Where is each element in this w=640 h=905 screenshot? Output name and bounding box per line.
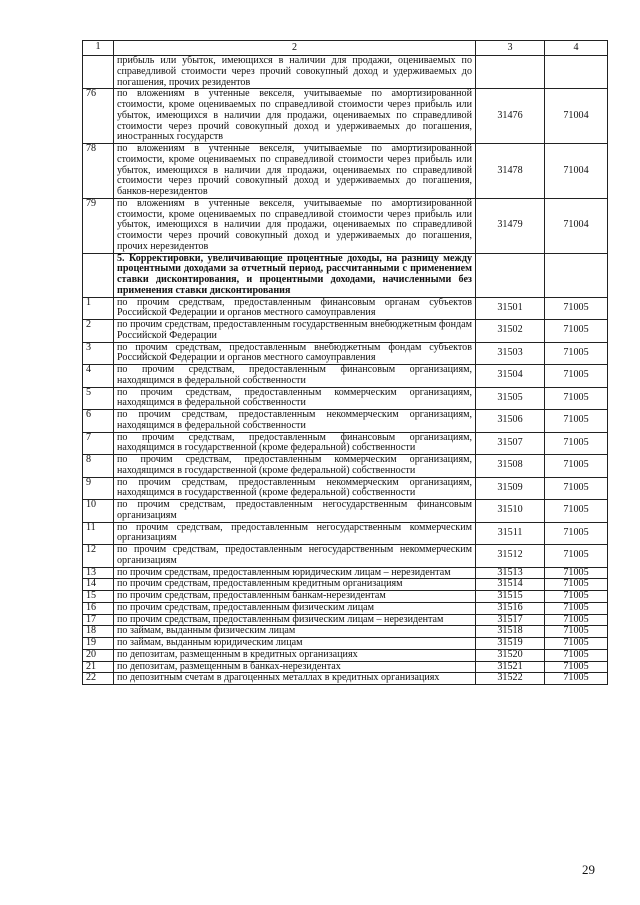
row-account: 31476 (476, 89, 545, 144)
table-row (83, 432, 608, 455)
row-description: по вложениям в учтенные векселя, учитываемые по амортизированной стоимости, кроме оцениваемых по справедливой стоимости через прибыль или убыток, имеющихся в наличии для продажи, оцениваемых по справедливой стоимости через прочий совокупный доход и удерживаемых до погашения, банков-нерезидентов (114, 144, 476, 199)
row-code: 71005 (545, 661, 608, 673)
row-account: 31507 (476, 432, 545, 455)
row-account: 31509 (476, 477, 545, 500)
row-account: 31518 (476, 626, 545, 638)
row-description: по прочим средствам, предоставленным финансовым органам субъектов Российской Федерации и органов местного самоуправления (114, 297, 476, 320)
row-description: по прочим средствам, предоставленным юридическим лицам – нерезидентам (114, 567, 476, 579)
table-row (83, 638, 608, 650)
row-number: 14 (83, 579, 114, 591)
table-row (83, 365, 608, 388)
table-row (83, 614, 608, 626)
table-row (83, 144, 608, 199)
row-description: по прочим средствам, предоставленным внебюджетным фондам субъектов Российской Федерации и органов местного самоуправления (114, 342, 476, 365)
row-description: по прочим средствам, предоставленным коммерческим организациям, находящимся в государственной (кроме федеральной) собственности (114, 455, 476, 478)
row-number: 4 (83, 365, 114, 388)
row-code: 71005 (545, 500, 608, 523)
row-account: 31501 (476, 297, 545, 320)
row-number: 11 (83, 522, 114, 545)
row-description: по прочим средствам, предоставленным банкам-нерезидентам (114, 591, 476, 603)
row-description: по займам, выданным юридическим лицам (114, 638, 476, 650)
row-code: 71005 (545, 320, 608, 343)
row-description: по депозитам, размещенным в банках-нерезидентах (114, 661, 476, 673)
row-number: 3 (83, 342, 114, 365)
row-number: 19 (83, 638, 114, 650)
row-description: по прочим средствам, предоставленным финансовым организациям, находящимся в федеральной собственности (114, 365, 476, 388)
row-account (476, 253, 545, 297)
document-page (82, 40, 608, 685)
header-col-2: 2 (114, 41, 476, 56)
table-row (83, 602, 608, 614)
table-row (83, 626, 608, 638)
row-code: 71005 (545, 649, 608, 661)
row-account: 31511 (476, 522, 545, 545)
row-number (83, 56, 114, 89)
row-number: 2 (83, 320, 114, 343)
row-account: 31510 (476, 500, 545, 523)
row-code: 71005 (545, 602, 608, 614)
row-number (83, 253, 114, 297)
row-description: по депозитам, размещенным в кредитных организациях (114, 649, 476, 661)
table-row (83, 661, 608, 673)
table-row (83, 591, 608, 603)
row-description: по прочим средствам, предоставленным негосударственным коммерческим организациям (114, 522, 476, 545)
row-code: 71005 (545, 342, 608, 365)
row-account: 31516 (476, 602, 545, 614)
row-account: 31512 (476, 545, 545, 568)
row-number: 9 (83, 477, 114, 500)
row-number: 12 (83, 545, 114, 568)
table-row (83, 522, 608, 545)
row-code: 71005 (545, 410, 608, 433)
row-account: 31506 (476, 410, 545, 433)
row-description: по вложениям в учтенные векселя, учитываемые по амортизированной стоимости, кроме оцениваемых по справедливой стоимости через прибыль или убыток, имеющихся в наличии для продажи, оцениваемых по справедливой стоимости через прочий совокупный доход и удерживаемых до погашения, прочих нерезидентов (114, 198, 476, 253)
row-account: 31522 (476, 673, 545, 685)
row-account: 31505 (476, 387, 545, 410)
row-code: 71005 (545, 579, 608, 591)
row-number: 22 (83, 673, 114, 685)
row-description: по прочим средствам, предоставленным негосударственным некоммерческим организациям (114, 545, 476, 568)
row-number: 1 (83, 297, 114, 320)
row-number: 6 (83, 410, 114, 433)
row-number: 15 (83, 591, 114, 603)
row-code: 71005 (545, 387, 608, 410)
row-number: 79 (83, 198, 114, 253)
row-code: 71004 (545, 144, 608, 199)
row-account: 31513 (476, 567, 545, 579)
header-col-4: 4 (545, 41, 608, 56)
row-code: 71005 (545, 545, 608, 568)
row-description: по прочим средствам, предоставленным негосударственным финансовым организациям (114, 500, 476, 523)
table-row (83, 253, 608, 297)
row-number: 13 (83, 567, 114, 579)
table-row (83, 500, 608, 523)
row-code: 71004 (545, 198, 608, 253)
row-number: 7 (83, 432, 114, 455)
page-number: 29 (582, 862, 595, 877)
row-code: 71005 (545, 614, 608, 626)
row-number: 21 (83, 661, 114, 673)
table-row (83, 297, 608, 320)
table-row (83, 387, 608, 410)
table-header-row (83, 41, 608, 56)
row-account: 31478 (476, 144, 545, 199)
table-row (83, 673, 608, 685)
row-account: 31520 (476, 649, 545, 661)
table-row (83, 342, 608, 365)
row-description: по прочим средствам, предоставленным некоммерческим организациям, находящимся в федеральной собственности (114, 410, 476, 433)
row-code: 71004 (545, 89, 608, 144)
row-account: 31508 (476, 455, 545, 478)
row-code: 71005 (545, 638, 608, 650)
table-row (83, 56, 608, 89)
row-number: 78 (83, 144, 114, 199)
accounts-table (82, 40, 608, 685)
table-row (83, 320, 608, 343)
row-account: 31479 (476, 198, 545, 253)
row-description: по прочим средствам, предоставленным коммерческим организациям, находящимся в федеральной собственности (114, 387, 476, 410)
table-row (83, 567, 608, 579)
row-description: по прочим средствам, предоставленным некоммерческим организациям, находящимся в государственной (кроме федеральной) собственности (114, 477, 476, 500)
row-number: 5 (83, 387, 114, 410)
row-description: по прочим средствам, предоставленным государственным внебюджетным фондам Российской Федерации (114, 320, 476, 343)
row-account (476, 56, 545, 89)
header-col-3: 3 (476, 41, 545, 56)
row-account: 31514 (476, 579, 545, 591)
row-number: 17 (83, 614, 114, 626)
row-account: 31517 (476, 614, 545, 626)
row-code: 71005 (545, 297, 608, 320)
table-row (83, 545, 608, 568)
row-account: 31521 (476, 661, 545, 673)
row-code (545, 56, 608, 89)
row-account: 31504 (476, 365, 545, 388)
row-code: 71005 (545, 455, 608, 478)
row-number: 20 (83, 649, 114, 661)
row-code: 71005 (545, 591, 608, 603)
row-description: по прочим средствам, предоставленным физическим лицам (114, 602, 476, 614)
row-account: 31502 (476, 320, 545, 343)
row-description: по вложениям в учтенные векселя, учитываемые по амортизированной стоимости, кроме оцениваемых по справедливой стоимости через прибыль или убыток, имеющихся в наличии для продажи, оцениваемых по справедливой стоимости через прочий совокупный доход и удерживаемых до погашения, иностранных государств (114, 89, 476, 144)
row-account: 31515 (476, 591, 545, 603)
row-number: 16 (83, 602, 114, 614)
table-row (83, 89, 608, 144)
row-code: 71005 (545, 626, 608, 638)
row-code: 71005 (545, 522, 608, 545)
table-row (83, 649, 608, 661)
row-code (545, 253, 608, 297)
table-row (83, 455, 608, 478)
row-number: 76 (83, 89, 114, 144)
table-row (83, 477, 608, 500)
row-code: 71005 (545, 432, 608, 455)
row-description: по займам, выданным физическим лицам (114, 626, 476, 638)
row-code: 71005 (545, 567, 608, 579)
row-description: по прочим средствам, предоставленным кредитным организациям (114, 579, 476, 591)
row-code: 71005 (545, 365, 608, 388)
row-description: по депозитным счетам в драгоценных металлах в кредитных организациях (114, 673, 476, 685)
row-description: прибыль или убыток, имеющихся в наличии для продажи, оцениваемых по справедливой стоимости через прочий совокупный доход и удерживаемых до погашения, прочих резидентов (114, 56, 476, 89)
row-code: 71005 (545, 673, 608, 685)
row-number: 8 (83, 455, 114, 478)
row-account: 31503 (476, 342, 545, 365)
row-description: по прочим средствам, предоставленным физическим лицам – нерезидентам (114, 614, 476, 626)
table-row (83, 410, 608, 433)
row-number: 10 (83, 500, 114, 523)
row-description: по прочим средствам, предоставленным финансовым организациям, находящимся в государственной (кроме федеральной) собственности (114, 432, 476, 455)
row-account: 31519 (476, 638, 545, 650)
table-row (83, 579, 608, 591)
table-row (83, 198, 608, 253)
row-description: 5. Корректировки, увеличивающие процентные доходы, на разницу между процентными доходами за отчетный период, рассчитанными с применением ставки дисконтирования, и процентными доходами, начисленными без применения ставки дисконтирования (114, 253, 476, 297)
row-code: 71005 (545, 477, 608, 500)
header-col-1: 1 (83, 41, 114, 56)
row-number: 18 (83, 626, 114, 638)
